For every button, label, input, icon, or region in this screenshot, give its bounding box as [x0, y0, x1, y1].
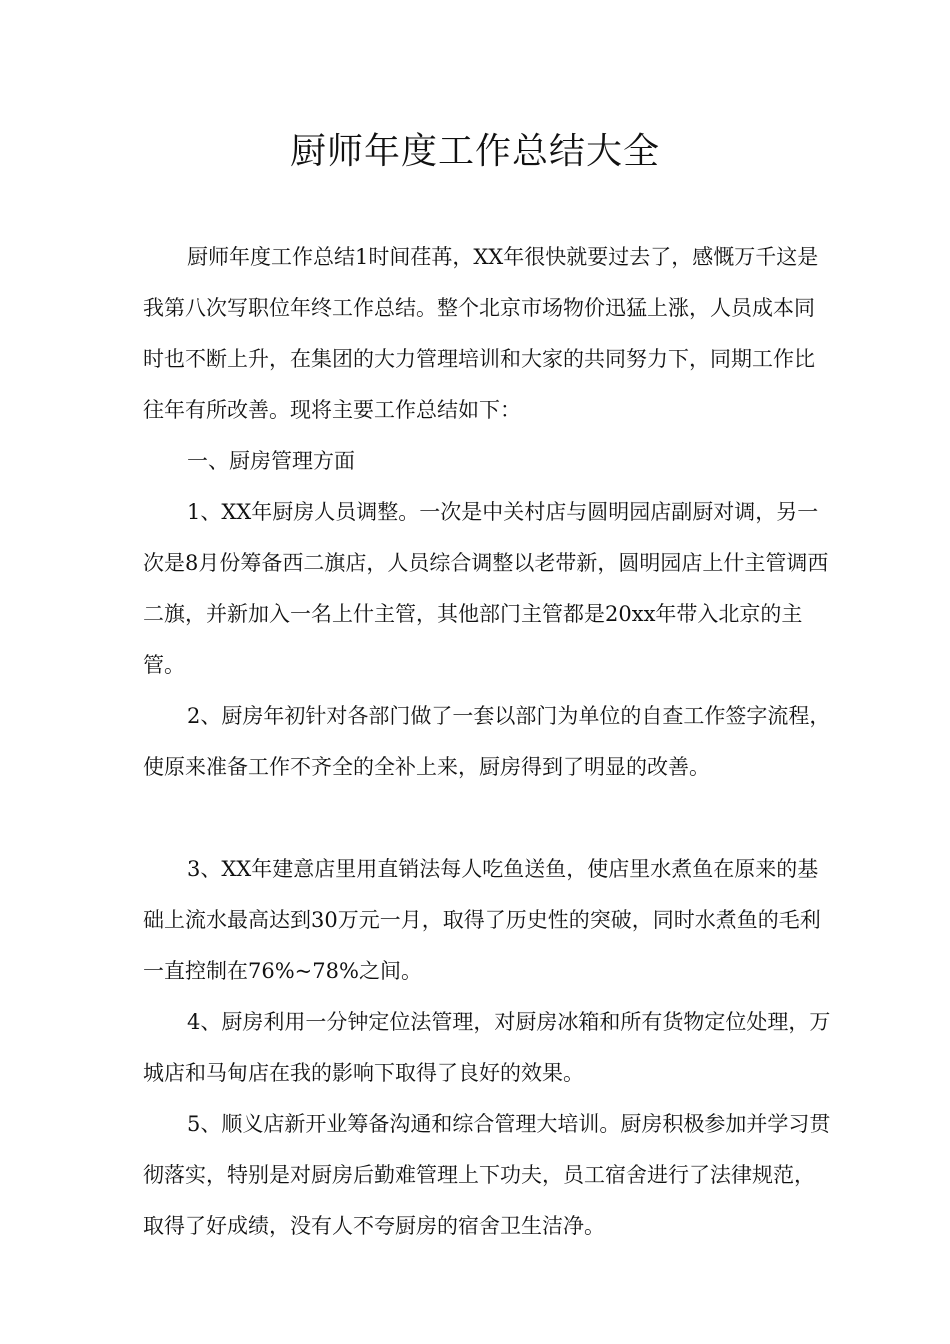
section-heading-kitchen-management: 一、厨房管理方面	[187, 449, 355, 473]
paragraph-item-1: 1、XX年厨房人员调整。一次是中关村店与圆明园店副厨对调，另一次是8月份筹备西二旗店，人员综合调整以老带新，圆明园店上什主管调西二旗，并新加入一名上什主管，其他部门主管都是20xx年带入北京的主管。	[143, 500, 829, 677]
document-body	[143, 232, 833, 1252]
paragraph-intro: 厨师年度工作总结1时间荏苒，XX年很快就要过去了，感慨万千这是我第八次写职位年终工作总结。整个北京市场物价迅猛上涨，人员成本同时也不断上升，在集团的大力管理培训和大家的共同努力下，同期工作比往年有所改善。现将主要工作总结如下：	[143, 245, 819, 422]
paragraph-item-5: 5、顺义店新开业筹备沟通和综合管理大培训。厨房积极参加并学习贯彻落实，特别是对厨房后勤难管理上下功夫，员工宿舍进行了法律规范，取得了好成绩，没有人不夸厨房的宿舍卫生洁净。	[143, 1112, 831, 1238]
paragraph-item-4: 4、厨房利用一分钟定位法管理，对厨房冰箱和所有货物定位处理，万城店和马甸店在我的影响下取得了良好的效果。	[143, 1010, 831, 1085]
paragraph-item-3: 3、XX年建意店里用直销法每人吃鱼送鱼，使店里水煮鱼在原来的基础上流水最高达到30万元一月，取得了历史性的突破，同时水煮鱼的毛利一直控制在76%~78%之间。	[143, 857, 821, 983]
paragraph-item-2: 2、厨房年初针对各部门做了一套以部门为单位的自查工作签字流程，使原来准备工作不齐全的全补上来，厨房得到了明显的改善。	[143, 704, 831, 779]
document-title: 厨师年度工作总结大全	[289, 131, 660, 172]
